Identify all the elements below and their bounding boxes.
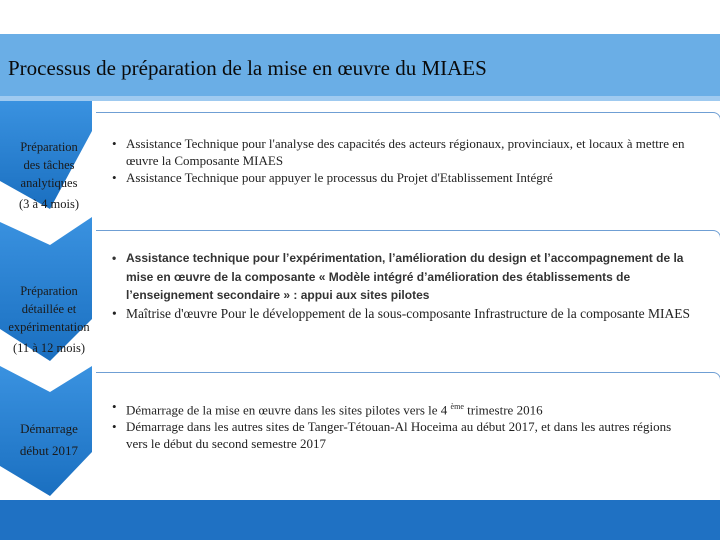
stage-3-label: Démarrage début 2017 xyxy=(19,421,79,458)
stage-2-box xyxy=(96,230,720,369)
stage-1-box xyxy=(96,112,720,193)
stage-1-bullet-1: • Assistance Technique pour l'analyse des capacités des acteurs régionaux, provinciaux, et locaux à mettre en œuvre la Composante MIAES xyxy=(110,135,690,169)
stage-2-bullet-1: • Assistance technique pour l’expérimentation, l’amélioration du design et l’accompagnement de la mise en œuvre de la composante « Modèle intégré d’amélioration des établissements de l’enseignement secondaire » : appui aux sites pilotes xyxy=(110,249,696,305)
stage-3-bullet-2: • Démarrage dans les autres sites de Tanger-Tétouan-Al Hoceima au début 2017, et dans les autres régions vers le début du second semestre 2017 xyxy=(110,418,696,452)
stage-1-label: Préparation des tâches analytiques (3 à 4 mois) xyxy=(18,140,80,211)
stage-2-bullet-2: • Maîtrise d'œuvre Pour le développement de la sous-composante Infrastructure de la composante MIAES xyxy=(110,305,696,323)
footer-bar xyxy=(0,500,720,540)
title-bar xyxy=(0,34,720,100)
stage-2-label: Préparation détaillée et expérimentation (11 à 12 mois) xyxy=(8,284,90,355)
stage-3-bullet-1: • Démarrage de la mise en œuvre dans les sites pilotes vers le 4 $^{ème}$ trimestre 2016 xyxy=(110,398,696,418)
stage-1-bullet-2: • Assistance Technique pour appuyer le processus du Projet d'Etablissement Intégré xyxy=(110,169,690,186)
stage-3-box xyxy=(96,372,720,463)
title-underline xyxy=(0,96,720,101)
page-title: Processus de préparation de la mise en œuvre du MIAES xyxy=(8,56,487,80)
